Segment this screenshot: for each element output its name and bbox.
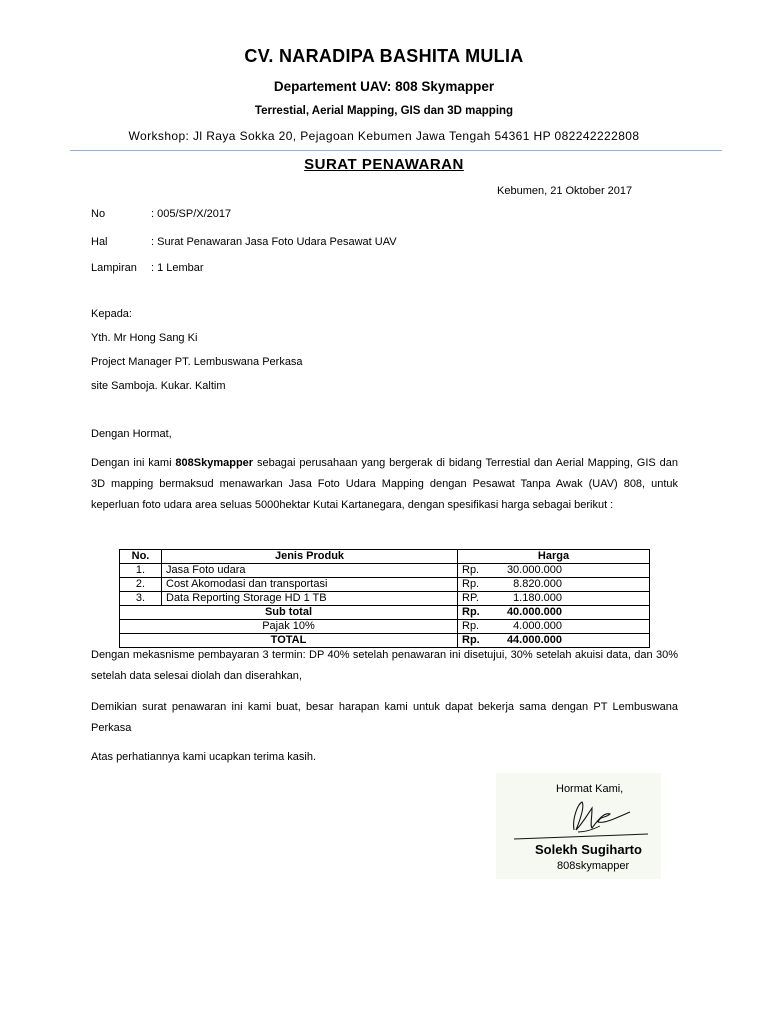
subtotal-label: Sub total [120,606,458,620]
row-currency: Rp. [462,564,480,576]
department: Departement UAV: 808 Skymapper [273,79,495,94]
header-product: Jenis Produk [162,550,458,564]
tax-row [120,620,650,634]
letter-date: Kebumen, 21 Oktober 2017 [497,185,633,197]
row-price [458,564,650,578]
company-name: CV. NARADIPA BASHITA MULIA [244,46,524,66]
greeting: Dengan Hormat, [91,428,172,440]
intro-text-start: Dengan ini kami [91,457,176,469]
signature-closing: Hormat Kami, [556,783,624,795]
signer-name: Solekh Sugiharto [535,842,642,857]
subtotal-row [120,606,650,620]
intro-text-end: sebagai perusahaan yang bergerak di bidang Terrestial dan Aerial Mapping, GIS dan 3D mapping bermaksud menawarkan Jasa Foto Udara Mapping dengan Pesawat Tanpa Awak (UAV) 808, untuk keperluan foto udara area seluas 5000hektar Kutai Kartanegara, dengan spesifikasi harga sebagai berikut : [91,457,678,511]
row-no: 2. [120,578,162,592]
letter-subject: SURAT PENAWARAN [304,156,464,173]
tax-label: Pajak 10% [120,620,458,634]
intro-paragraph [91,453,678,516]
row-product: Data Reporting Storage HD 1 TB [162,592,458,606]
table-row [120,564,650,578]
row-product: Jasa Foto udara [162,564,458,578]
signer-org: 808skymapper [557,860,630,872]
subtotal-price [458,606,650,620]
recipient-name: Yth. Mr Hong Sang Ki [91,332,198,344]
meta-hal-label: Hal [91,236,108,248]
table-row [120,592,650,606]
total-currency: Rp. [462,634,480,646]
total-label: TOTAL [120,634,458,648]
table-row [120,578,650,592]
thanks-paragraph: Atas perhatiannya kami ucapkan terima kasih. [91,751,317,763]
tax-amount: 4.000.000 [513,620,562,632]
header-divider [70,150,722,151]
subtotal-amount: 40.000.000 [506,606,562,618]
payment-paragraph: Dengan mekasnisme pembayaran 3 termin: DP 40% setelah penawaran ini disetujui, 30% setelah akuisi data, dan 30% setelah data selesai diolah dan diserahkan, [91,649,678,682]
meta-no-label: No [91,208,106,220]
meta-lampiran-label: Lampiran [91,262,137,274]
total-amount: 44.000.000 [506,634,562,646]
price-table [119,549,650,648]
closing-paragraph: Demikian surat penawaran ini kami buat, besar harapan kami untuk dapat bekerja sama dengan PT Lembuswana Perkasa [91,701,678,734]
row-amount: 1.180.000 [513,592,562,604]
row-no: 1. [120,564,162,578]
recipient-label: Kepada: [91,308,132,320]
header-no: No. [120,550,162,564]
row-amount: 30.000.000 [506,564,562,576]
row-amount: 8.820.000 [513,578,562,590]
services-line: Terrestial, Aerial Mapping, GIS dan 3D mapping [254,105,514,117]
meta-lampiran-value: : 1 Lembar [151,262,204,274]
meta-no-value: : 005/SP/X/2017 [151,208,232,220]
header-price: Harga [458,550,650,564]
intro-company: 808Skymapper [175,457,254,469]
tax-currency: Rp. [462,620,480,632]
table-header-row [120,550,650,564]
row-no: 3. [120,592,162,606]
recipient-location: site Samboja. Kukar. Kaltim [91,380,226,392]
recipient-position: Project Manager PT. Lembuswana Perkasa [91,356,303,368]
address-line: Workshop: Jl Raya Sokka 20, Pejagoan Kebumen Jawa Tengah 54361 HP 082242222808 [128,129,640,143]
meta-hal-value: : Surat Penawaran Jasa Foto Udara Pesawat UAV [151,236,397,248]
row-product: Cost Akomodasi dan transportasi [162,578,458,592]
row-price [458,578,650,592]
tax-price [458,620,650,634]
subtotal-currency: Rp. [462,606,480,618]
handwritten-signature [508,796,658,846]
row-currency: RP. [462,592,479,604]
row-price [458,592,650,606]
row-currency: Rp. [462,578,480,590]
